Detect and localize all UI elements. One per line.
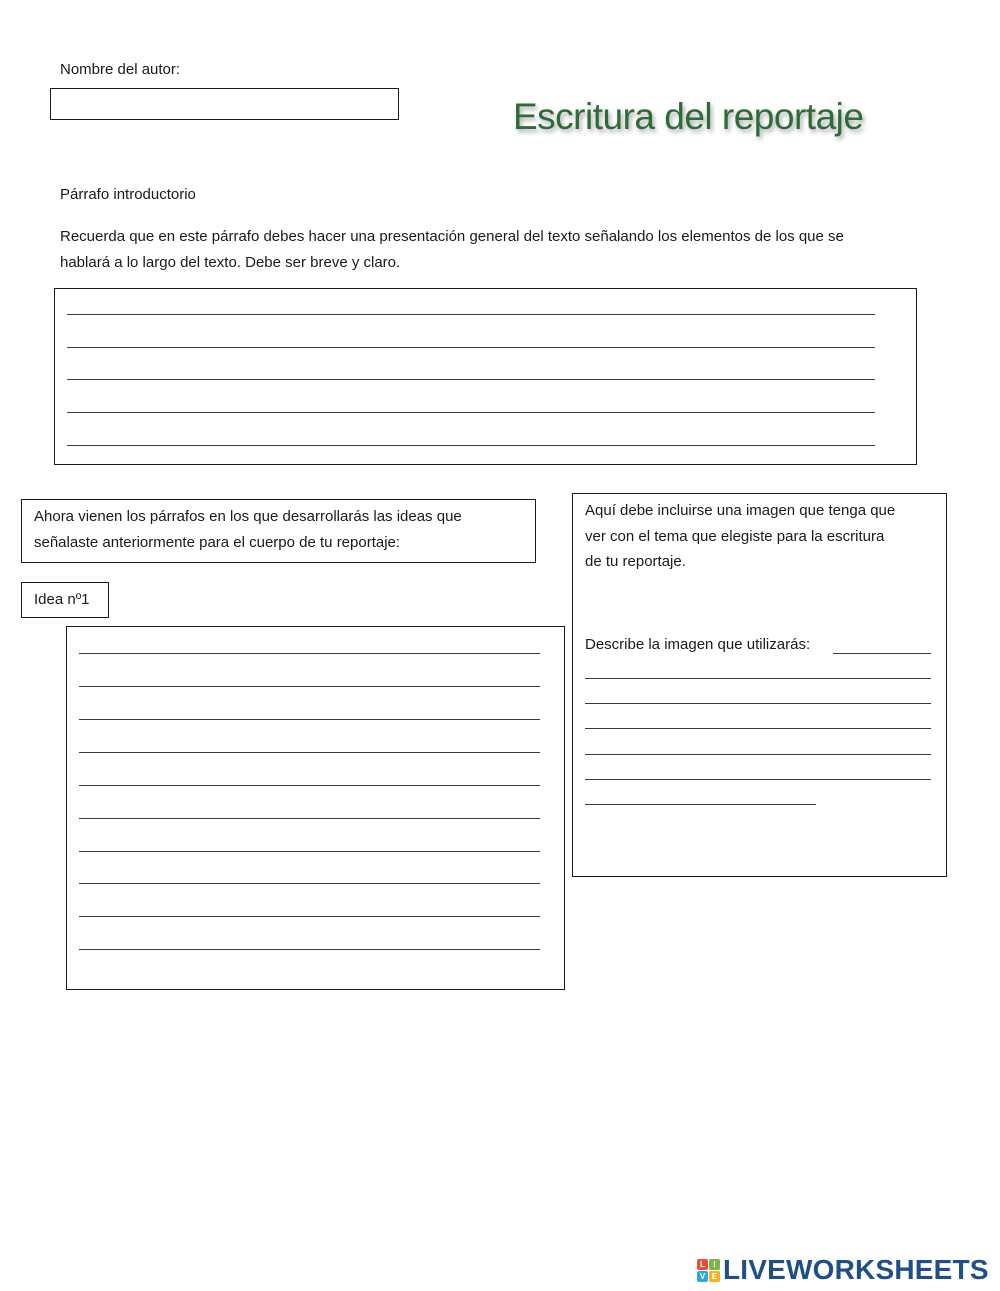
writing-line	[585, 804, 816, 805]
development-instruction-box	[21, 499, 536, 563]
logo-mark-cell: L	[697, 1259, 708, 1270]
writing-line	[585, 728, 931, 729]
writing-line	[79, 719, 540, 720]
page-title: Escritura del reportaje	[513, 96, 864, 137]
writing-line	[833, 653, 931, 654]
writing-line	[67, 314, 875, 315]
logo-text: LIVEWORKSHEETS	[723, 1254, 989, 1285]
logo-mark-icon	[697, 1259, 720, 1282]
writing-line	[79, 686, 540, 687]
writing-line	[79, 949, 540, 950]
idea-label-box	[21, 582, 109, 618]
writing-line	[79, 916, 540, 917]
idea-label: Idea nº1	[34, 591, 90, 608]
development-line1: Ahora vienen los párrafos en los que desarrollarás las ideas que	[34, 508, 462, 525]
writing-line	[67, 445, 875, 446]
image-box-line3: de tu reportaje.	[585, 553, 686, 570]
logo-mark-cell: I	[709, 1259, 720, 1270]
writing-line	[79, 752, 540, 753]
liveworksheets-logo	[697, 1254, 989, 1286]
writing-line	[585, 779, 931, 780]
logo-mark-cell: V	[697, 1271, 708, 1282]
author-label: Nombre del autor:	[60, 61, 181, 78]
writing-line	[585, 703, 931, 704]
writing-line	[67, 379, 875, 380]
image-box-line2: ver con el tema que elegiste para la escritura	[585, 528, 885, 545]
writing-line	[67, 412, 875, 413]
logo-mark-cell: E	[709, 1271, 720, 1282]
writing-line	[79, 883, 540, 884]
intro-heading: Párrafo introductorio	[60, 186, 196, 203]
intro-writing-box[interactable]	[54, 288, 917, 465]
writing-line	[79, 851, 540, 852]
writing-line	[79, 785, 540, 786]
describe-image-label: Describe la imagen que utilizarás:	[585, 636, 811, 653]
writing-line	[585, 754, 931, 755]
writing-line	[79, 818, 540, 819]
image-box-line1: Aquí debe incluirse una imagen que tenga que	[585, 502, 896, 519]
writing-line	[67, 347, 875, 348]
image-box[interactable]	[572, 493, 947, 877]
development-line2: señalaste anteriormente para el cuerpo de tu reportaje:	[34, 534, 401, 551]
writing-line	[79, 653, 540, 654]
intro-instruction-line2: hablará a lo largo del texto. Debe ser breve y claro.	[60, 254, 401, 271]
intro-instruction-line1: Recuerda que en este párrafo debes hacer una presentación general del texto señalando los elementos de los que se	[60, 228, 844, 245]
author-input[interactable]	[50, 88, 399, 120]
writing-line	[585, 678, 931, 679]
idea-writing-box[interactable]	[66, 626, 565, 990]
